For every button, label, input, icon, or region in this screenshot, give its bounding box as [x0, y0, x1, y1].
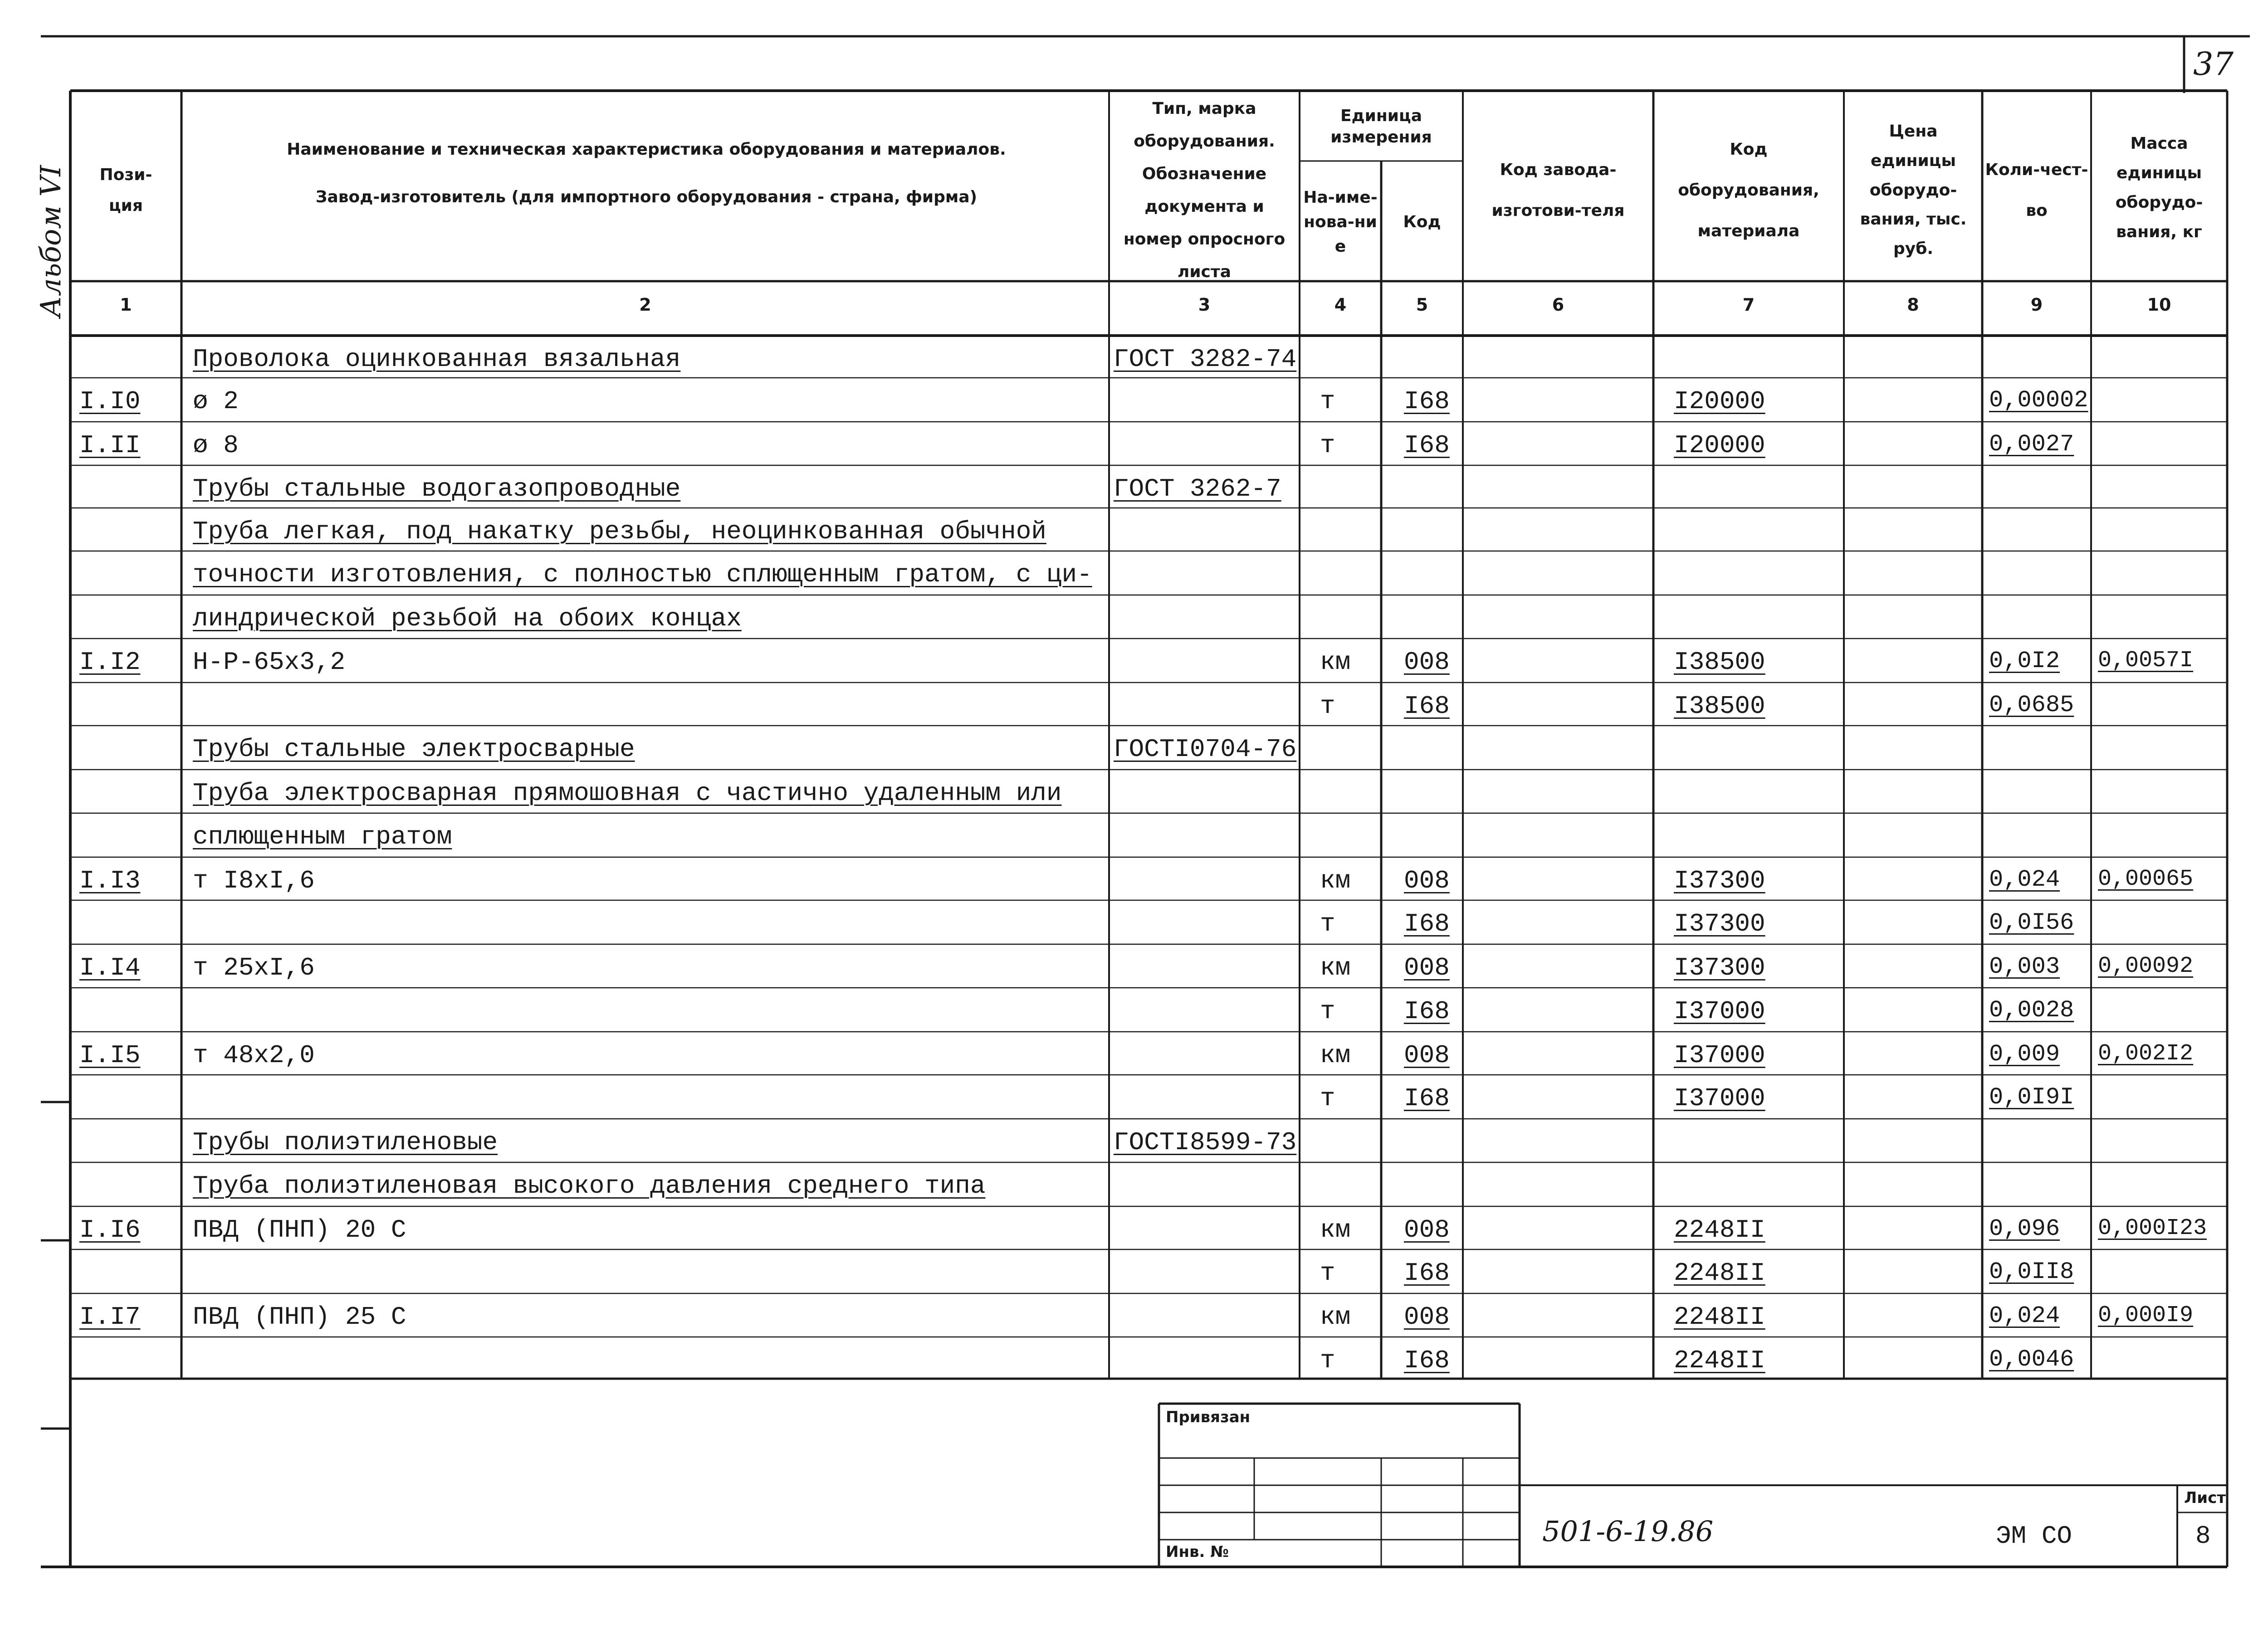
row-name: т 25хI,6	[193, 953, 315, 982]
colnum-5: 5	[1416, 295, 1428, 315]
album-label: Альбом VI	[34, 165, 67, 317]
header-position: Пози- ция	[99, 165, 152, 215]
row-quantity: 0,00002	[1989, 387, 2088, 414]
row-unit-code: I68	[1404, 387, 1450, 416]
row-material-code: 2248II	[1674, 1346, 1765, 1375]
header-price: Цена единицы оборудо-вания, тыс. руб.	[1860, 122, 1967, 259]
row-material-code: I37300	[1674, 866, 1765, 895]
row-material-code: I20000	[1674, 431, 1765, 460]
bound-label: Привязан	[1166, 1408, 1251, 1426]
row-name: Проволока оцинкованная вязальная	[193, 345, 681, 374]
row-unit-code: I68	[1404, 1346, 1450, 1375]
row-name: Трубы стальные электросварные	[193, 735, 635, 764]
row-material-code: I37000	[1674, 1041, 1765, 1070]
row-unit-code: 008	[1404, 866, 1450, 895]
row-material-code: I37300	[1674, 909, 1765, 938]
row-unit-code: I68	[1404, 1258, 1450, 1288]
row-material-code: I37300	[1674, 953, 1765, 982]
header-mass: Масса единицы оборудо-вания, кг	[2115, 134, 2203, 241]
row-name: Труба полиэтиленовая высокого давления среднего типа	[193, 1171, 986, 1200]
row-quantity: 0,0I9I	[1989, 1084, 2074, 1111]
row-name: сплющенным гратом	[193, 822, 452, 851]
row-position: I.I6	[79, 1215, 141, 1244]
row-quantity: 0,0027	[1989, 431, 2074, 458]
row-name: ø 2	[193, 387, 239, 416]
row-unit: т	[1320, 387, 1335, 416]
row-mass: 0,00065	[2098, 866, 2194, 892]
row-unit-code: I68	[1404, 692, 1450, 721]
row-mass: 0,002I2	[2098, 1041, 2194, 1067]
header-name-line1: Наименование и техническая характеристика оборудования и материалов.	[287, 140, 1006, 159]
row-unit: т	[1320, 1084, 1335, 1113]
page-number: 37	[2193, 45, 2234, 83]
section-code: ЭМ СО	[1996, 1522, 2072, 1551]
row-quantity: 0,0II8	[1989, 1258, 2074, 1285]
row-document: ГОСТI8599-73	[1114, 1128, 1297, 1157]
row-position: I.I7	[79, 1302, 141, 1332]
row-unit-code: I68	[1404, 909, 1450, 938]
row-quantity: 0,0028	[1989, 997, 2074, 1024]
row-unit: км	[1320, 866, 1351, 895]
row-unit-code: I68	[1404, 997, 1450, 1026]
colnum-1: 1	[120, 295, 132, 315]
colnum-10: 10	[2147, 295, 2171, 315]
row-name: Трубы полиэтиленовые	[193, 1128, 498, 1157]
row-mass: 0,0057I	[2098, 648, 2194, 673]
sheet-number: 8	[2195, 1522, 2211, 1551]
header-quantity: Коли-чест-во	[1985, 161, 2088, 220]
row-quantity: 0,0046	[1989, 1346, 2074, 1373]
row-material-code: I38500	[1674, 692, 1765, 721]
row-quantity: 0,024	[1989, 866, 2060, 893]
row-unit-code: I68	[1404, 431, 1450, 460]
document-code: 501-6-19.86	[1542, 1515, 1714, 1548]
row-material-code: I37000	[1674, 1084, 1765, 1113]
colnum-6: 6	[1552, 295, 1564, 315]
row-unit-code: 008	[1404, 648, 1450, 677]
row-unit: км	[1320, 1215, 1351, 1244]
row-name: Н-Р-65х3,2	[193, 648, 346, 677]
row-material-code: 2248II	[1674, 1215, 1765, 1244]
sheet-label: Лист	[2184, 1489, 2226, 1507]
colnum-9: 9	[2030, 295, 2043, 315]
colnum-2: 2	[639, 295, 651, 315]
header-unit-group: Единица измерения	[1330, 107, 1432, 146]
row-name: т I8хI,6	[193, 866, 315, 895]
row-name: ПВД (ПНП) 25 С	[193, 1302, 406, 1332]
row-unit-code: 008	[1404, 953, 1450, 982]
row-position: I.I0	[79, 387, 141, 416]
row-position: I.I5	[79, 1041, 141, 1070]
row-unit-code: 008	[1404, 1302, 1450, 1332]
row-name: линдрической резьбой на обоих концах	[193, 604, 742, 633]
row-unit: т	[1320, 431, 1335, 460]
row-name: Труба электросварная прямошовная с частично удаленным или	[193, 779, 1062, 808]
header-unit-code: Код	[1403, 212, 1441, 231]
row-material-code: I38500	[1674, 648, 1765, 677]
row-unit: т	[1320, 1346, 1335, 1375]
colnum-7: 7	[1742, 295, 1755, 315]
row-name: ПВД (ПНП) 20 С	[193, 1215, 406, 1244]
row-mass: 0,00092	[2098, 953, 2194, 979]
header-factory-code: Код завода-изготови-теля	[1491, 161, 1625, 220]
row-document: ГОСТ 3262-7	[1114, 474, 1281, 503]
row-quantity: 0,0685	[1989, 692, 2074, 718]
row-material-code: I37000	[1674, 997, 1765, 1026]
row-unit: км	[1320, 1302, 1351, 1332]
row-unit: т	[1320, 997, 1335, 1026]
row-unit-code: 008	[1404, 1041, 1450, 1070]
row-name: Труба легкая, под накатку резьбы, неоцинкованная обычной	[193, 517, 1046, 546]
row-material-code: 2248II	[1674, 1258, 1765, 1288]
row-position: I.II	[79, 431, 141, 460]
inv-label: Инв. №	[1166, 1543, 1229, 1561]
row-material-code: I20000	[1674, 387, 1765, 416]
row-name: Трубы стальные водогазопроводные	[193, 474, 681, 503]
header-material-code: Код оборудования, материала	[1678, 140, 1819, 240]
row-position: I.I2	[79, 648, 141, 677]
row-quantity: 0,0I56	[1989, 909, 2074, 936]
row-quantity: 0,096	[1989, 1215, 2060, 1242]
row-unit: км	[1320, 1041, 1351, 1070]
row-name: ø 8	[193, 431, 239, 460]
row-quantity: 0,0I2	[1989, 648, 2060, 674]
colnum-4: 4	[1334, 295, 1347, 315]
header-type: Тип, марка оборудования. Обозначение документа и номер опросного листа	[1123, 99, 1286, 281]
row-mass: 0,000I9	[2098, 1302, 2194, 1328]
row-mass: 0,000I23	[2098, 1215, 2207, 1241]
row-unit-code: 008	[1404, 1215, 1450, 1244]
header-unit-name: На-име-нова-ние	[1303, 188, 1378, 256]
row-unit: т	[1320, 909, 1335, 938]
row-quantity: 0,009	[1989, 1041, 2060, 1068]
row-unit: км	[1320, 648, 1351, 677]
row-position: I.I4	[79, 953, 141, 982]
row-document: ГОСТI0704-76	[1114, 735, 1297, 764]
header-name-line2: Завод-изготовитель (для импортного оборудования - страна, фирма)	[315, 187, 978, 206]
row-unit: т	[1320, 692, 1335, 721]
row-quantity: 0,024	[1989, 1302, 2060, 1329]
row-material-code: 2248II	[1674, 1302, 1765, 1332]
row-document: ГОСТ 3282-74	[1114, 345, 1297, 374]
row-name: т 48х2,0	[193, 1041, 315, 1070]
row-unit-code: I68	[1404, 1084, 1450, 1113]
row-name: точности изготовления, с полностью сплющенным гратом, с ци-	[193, 560, 1092, 589]
row-position: I.I3	[79, 866, 141, 895]
row-quantity: 0,003	[1989, 953, 2060, 980]
colnum-8: 8	[1907, 295, 1919, 315]
row-unit: км	[1320, 953, 1351, 982]
row-unit: т	[1320, 1258, 1335, 1288]
colnum-3: 3	[1198, 295, 1211, 315]
